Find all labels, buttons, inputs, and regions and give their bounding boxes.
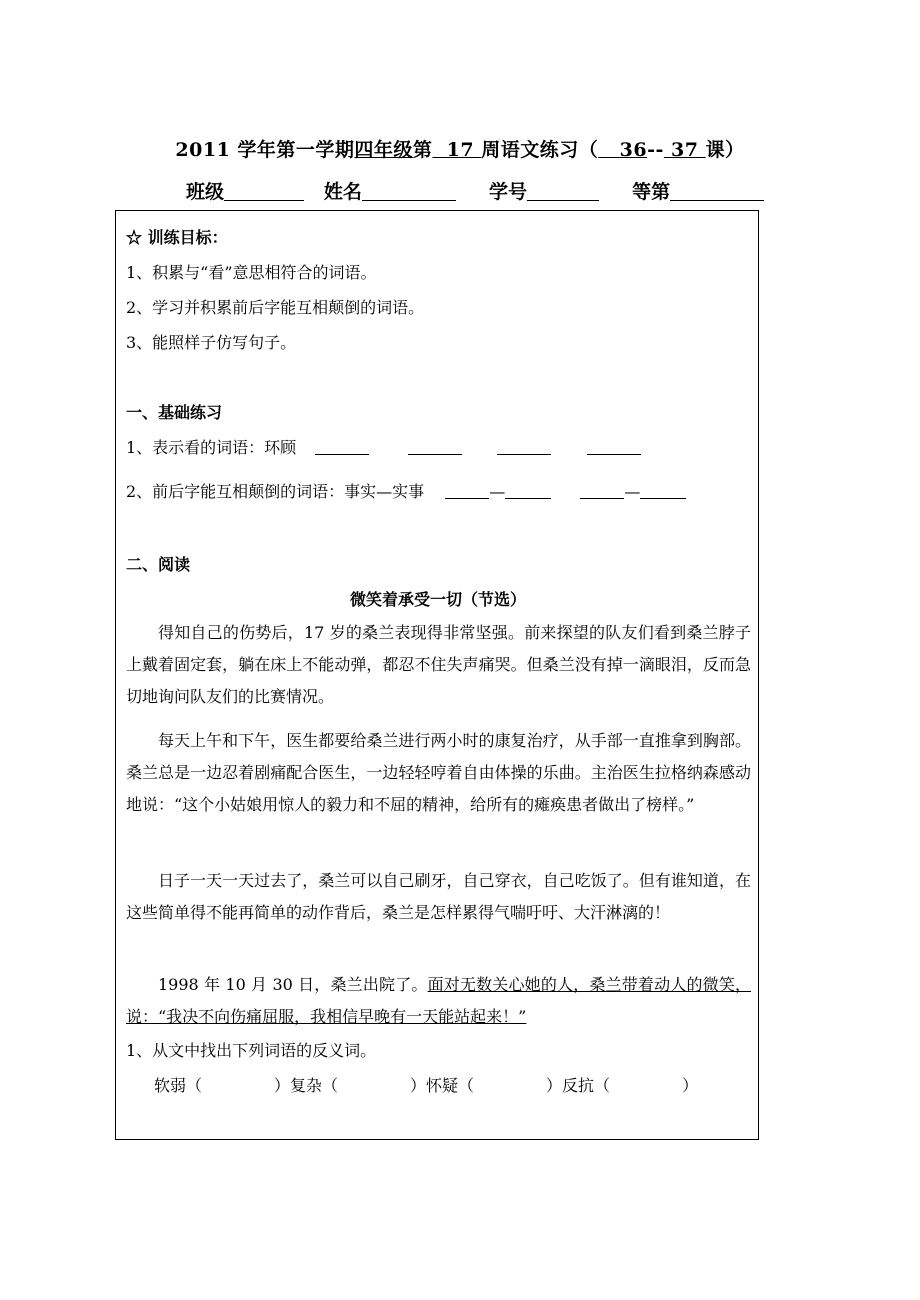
dash: — [624,482,641,501]
article-paragraph-4 [126,969,751,1033]
answer-blank[interactable] [445,484,489,499]
lesson-start [598,139,647,161]
dash: — [489,482,506,501]
basic-section-title: 一、基础练习 [126,403,223,422]
week-prefix: 第 [412,139,433,161]
student-no-label: 学号 [488,181,527,203]
week-suffix: 周语文练习（ [481,139,599,161]
year-term: 2011 学年第一学期 [175,139,355,161]
reading-q1: 1、从文中找出下列词语的反义词。 [126,1041,377,1060]
basic-q2-text: 2、前后字能互相颠倒的词语：事实—实事 [126,482,425,501]
basic-q1 [126,435,641,458]
answer-blank[interactable] [640,484,686,499]
answer-blank[interactable] [497,440,551,455]
answer-blank[interactable] [408,440,462,455]
lesson-end-value: 37 [670,139,699,161]
grade: 四年级 [354,139,413,161]
name-field[interactable] [362,182,456,201]
student-no-field[interactable] [527,182,599,201]
antonym-label: ） [682,1076,699,1095]
grade-field[interactable] [670,182,764,201]
antonym-label: ）复杂（ [274,1076,339,1095]
answer-blank[interactable] [580,484,624,499]
article-paragraph-1: 得知自己的伤势后，17 岁的桑兰表现得非常坚强。前来探望的队友们看到桑兰脖子上戴着固定套，躺在床上不能动弹，都忍不住失声痛哭。但桑兰没有掉一滴眼泪，反而急切地询问队友们的比赛情况。 [126,623,751,706]
article-title: 微笑着承受一切（节选） [349,590,526,609]
grade-label: 等第 [632,181,671,203]
lesson-end [664,139,706,161]
antonym-label: ）怀疑（ [410,1076,475,1095]
lesson-start-value: 36 [619,139,648,161]
basic-q2 [126,479,686,502]
paragraph-4-plain: 1998 年 10 月 30 日，桑兰出院了。 [158,975,428,994]
article-paragraph-2: 每天上午和下午，医生都要给桑兰进行两小时的康复治疗，从手部一直推拿到胸部。桑兰总是一边忍着剧痛配合医生，一边轻轻哼着自由体操的乐曲。主治医生拉格纳森感动地说：“这个小姑娘用惊人的毅力和不屈的精神，给所有的瘫痪患者做出了榜样。” [126,731,751,814]
answer-blank[interactable] [587,440,641,455]
worksheet-box [115,210,759,1140]
name-label: 姓名 [323,181,362,203]
class-field[interactable] [224,182,304,201]
goal-item: 1、积累与“看”意思相符合的词语。 [126,263,377,282]
lesson-suffix: 课） [705,139,745,161]
reading-section-title: 二、阅读 [126,555,191,574]
week-number-value: 17 [446,139,475,161]
student-info-row [186,177,764,204]
basic-q1-text: 1、表示看的词语：环顾 [126,438,297,457]
antonym-label: ）反抗（ [546,1076,611,1095]
answer-blank[interactable] [315,440,369,455]
lesson-sep: -- [647,139,664,161]
antonym-row [154,1073,698,1096]
worksheet-title [0,135,920,162]
goals-title: ☆ 训练目标： [126,228,228,247]
goal-item: 3、能照样子仿写句子。 [126,333,297,352]
antonym-label: 软弱（ [154,1076,203,1095]
answer-blank[interactable] [505,484,551,499]
class-label: 班级 [186,181,225,203]
article-paragraph-3: 日子一天一天过去了，桑兰可以自己刷牙，自己穿衣，自己吃饭了。但有谁知道，在这些简单得不能再简单的动作背后，桑兰是怎样累得气喘吁吁、大汗淋漓的！ [126,871,751,922]
goal-item: 2、学习并积累前后字能互相颠倒的词语。 [126,298,425,317]
paragraph-4-underlined: 面对无数关心她的人，桑兰带着动人的微笑，说：“我决不向伤痛屈服，我相信早晚有一天能站起来！” [126,975,751,1026]
week-number [432,139,481,161]
